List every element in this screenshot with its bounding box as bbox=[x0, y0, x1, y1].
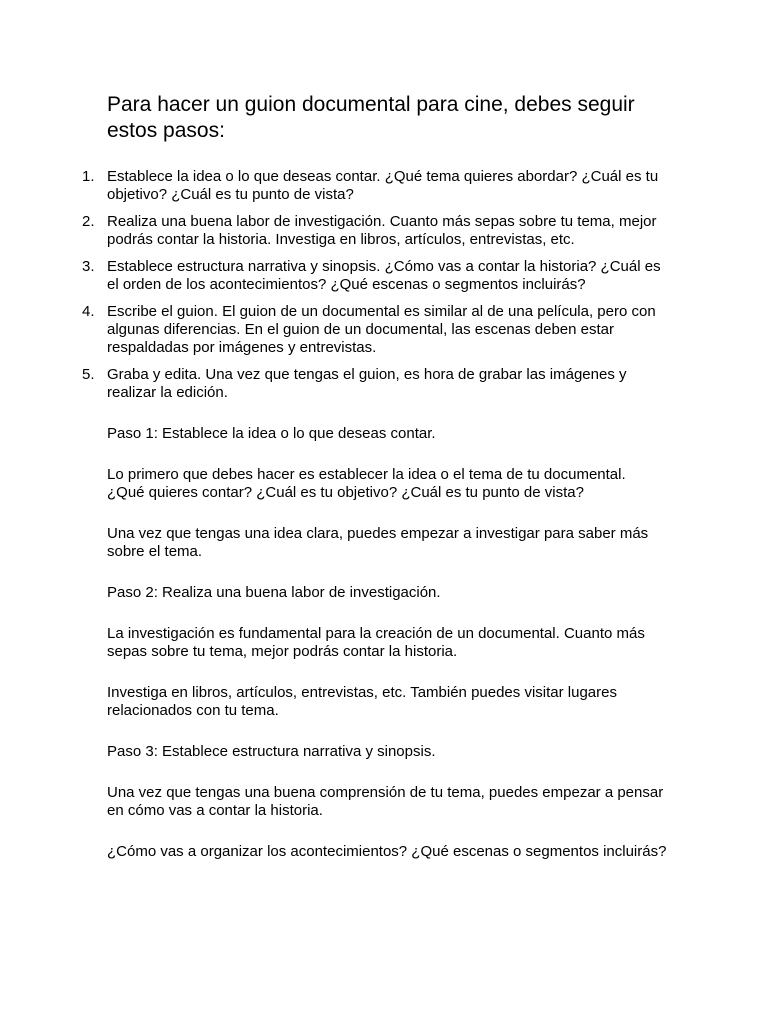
list-item-number: 2. bbox=[82, 213, 95, 230]
document-content bbox=[82, 92, 667, 884]
body-paragraphs bbox=[107, 425, 667, 861]
list-item-number: 3. bbox=[82, 258, 95, 275]
paragraph: Una vez que tengas una buena comprensión de tu tema, puedes empezar a pensar en cómo vas a contar la historia. bbox=[107, 784, 664, 819]
list-item bbox=[82, 303, 667, 357]
list-item-number: 5. bbox=[82, 366, 95, 383]
list-item bbox=[82, 366, 667, 402]
list-item-text: Realiza una buena labor de investigación. Cuanto más sepas sobre tu tema, mejor podrás contar la historia. Investiga en libros, artículos, entrevistas, etc. bbox=[107, 213, 657, 248]
list-item-text: Establece estructura narrativa y sinopsis. ¿Cómo vas a contar la historia? ¿Cuál es el orden de los acontecimientos? ¿Qué escenas o segmentos incluirás? bbox=[107, 258, 661, 293]
list-item bbox=[82, 258, 667, 294]
document-title: Para hacer un guion documental para cine, debes seguir estos pasos: bbox=[107, 93, 635, 142]
list-item bbox=[82, 168, 667, 204]
paragraph: La investigación es fundamental para la creación de un documental. Cuanto más sepas sobre tu tema, mejor podrás contar la historia. bbox=[107, 625, 645, 660]
list-item-number: 4. bbox=[82, 303, 95, 320]
list-item bbox=[82, 213, 667, 249]
steps-list bbox=[82, 168, 667, 402]
list-item-text: Escribe el guion. El guion de un documental es similar al de una película, pero con algunas diferencias. En el guion de un documental, las escenas deben estar respaldadas por imágenes y entrevistas. bbox=[107, 303, 656, 356]
step-2-heading: Paso 2: Realiza una buena labor de investigación. bbox=[107, 584, 441, 601]
paragraph: ¿Cómo vas a organizar los acontecimientos? ¿Qué escenas o segmentos incluirás? bbox=[107, 843, 667, 860]
list-item-text: Establece la idea o lo que deseas contar. ¿Qué tema quieres abordar? ¿Cuál es tu objetivo? ¿Cuál es tu punto de vista? bbox=[107, 168, 659, 203]
paragraph: Investiga en libros, artículos, entrevistas, etc. También puedes visitar lugares relacionados con tu tema. bbox=[107, 684, 617, 719]
paragraph: Lo primero que debes hacer es establecer la idea o el tema de tu documental. ¿Qué quieres contar? ¿Cuál es tu objetivo? ¿Cuál es tu punto de vista? bbox=[107, 466, 626, 501]
paragraph: Una vez que tengas una idea clara, puedes empezar a investigar para saber más sobre el tema. bbox=[107, 525, 649, 560]
list-item-text: Graba y edita. Una vez que tengas el guion, es hora de grabar las imágenes y realizar la edición. bbox=[107, 366, 627, 401]
step-3-heading: Paso 3: Establece estructura narrativa y sinopsis. bbox=[107, 743, 436, 760]
step-1-heading: Paso 1: Establece la idea o lo que deseas contar. bbox=[107, 425, 436, 442]
list-item-number: 1. bbox=[82, 168, 95, 185]
